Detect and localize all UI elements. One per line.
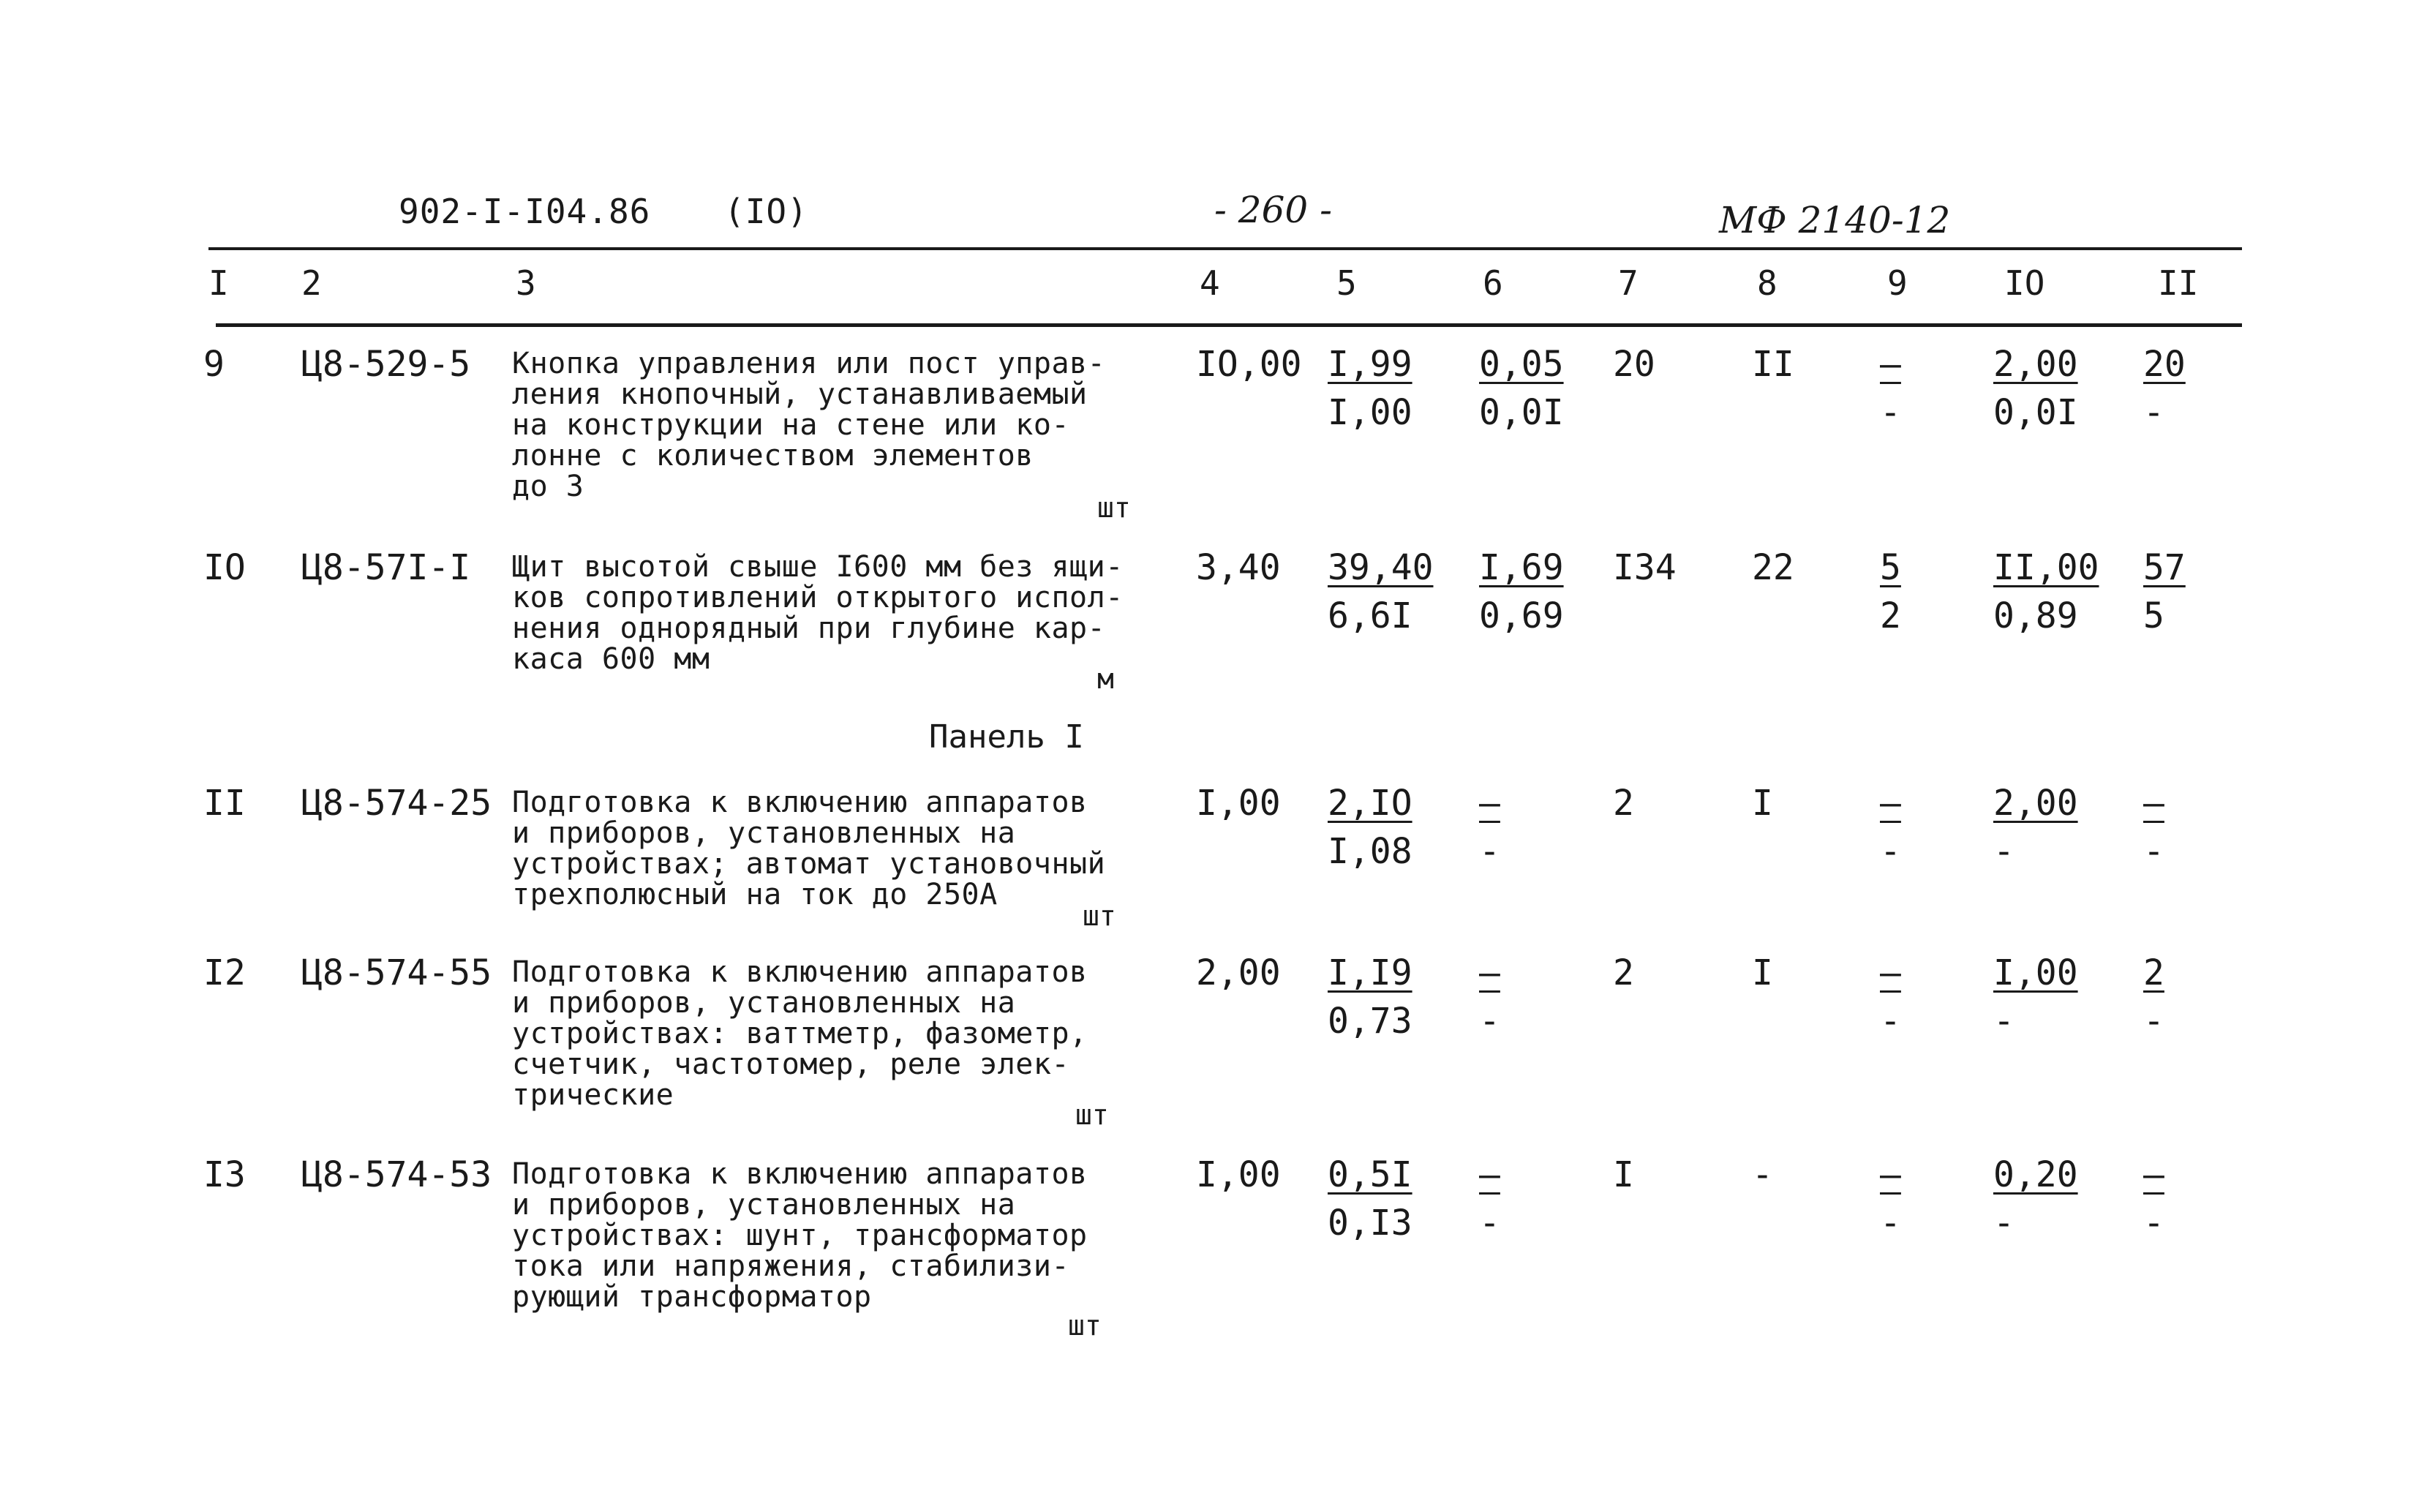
wage-cell-numerator: — (1479, 783, 1500, 824)
column-number: 4 (1200, 263, 1220, 303)
section-number: (IO) (724, 192, 808, 231)
wage-cell-numerator: I,69 (1479, 547, 1564, 588)
row-number: 9 (203, 344, 225, 385)
header-top-rule (208, 247, 2242, 250)
column-11-cell (2143, 952, 2164, 1042)
row-number: IO (203, 547, 246, 588)
column-11-cell (2143, 783, 2164, 872)
unit-cost-cell-numerator: 2,IO (1328, 783, 1412, 824)
column-9-cell-numerator: — (1880, 952, 1901, 993)
column-number: IO (2004, 263, 2045, 303)
wage-cell (1479, 1154, 1500, 1244)
column-9-cell-numerator: — (1880, 1154, 1901, 1195)
row-number: I3 (203, 1154, 246, 1195)
price-code: Ц8-529-5 (301, 344, 471, 385)
wage-cell (1479, 952, 1500, 1042)
price-code: Ц8-574-55 (301, 952, 492, 993)
column-7-cell: I (1613, 1154, 1634, 1195)
measure-unit: шт (1083, 900, 1116, 932)
row-number: I2 (203, 952, 246, 993)
column-9-cell-denominator: - (1880, 392, 1901, 433)
document-code: 902-I-I04.86 (399, 192, 651, 231)
column-9-cell-numerator: — (1880, 783, 1901, 824)
column-9-cell-numerator: 5 (1880, 547, 1901, 588)
measure-unit: шт (1075, 1099, 1109, 1131)
unit-cost-cell-denominator: I,00 (1328, 392, 1412, 433)
column-10-cell-numerator: 2,00 (1993, 783, 2078, 824)
wage-cell (1479, 547, 1564, 636)
column-11-cell-numerator: 20 (2143, 344, 2186, 385)
row-number: II (203, 783, 246, 824)
wage-cell-numerator: — (1479, 952, 1500, 993)
column-11-cell-denominator: - (2143, 831, 2164, 872)
column-11-cell-denominator: - (2143, 1001, 2164, 1042)
column-11-cell-numerator: — (2143, 1154, 2164, 1195)
column-7-cell: 20 (1613, 344, 1655, 385)
unit-cost-cell-numerator: I,I9 (1328, 952, 1412, 993)
column-10-cell-denominator: - (1993, 831, 2014, 872)
column-8-cell: II (1752, 344, 1794, 385)
unit-cost-cell-numerator: 0,5I (1328, 1154, 1412, 1195)
work-description: Подготовка к включению аппаратов и приборов, установленных на устройствах: ваттметр, фазометр, счетчик, частотомер, реле элек- трические (512, 955, 1088, 1112)
work-description: Щит высотой свыше I600 мм без ящи- ков сопротивлений открытого испол- нения однорядный при глубине кар- каса 600 мм (512, 550, 1124, 676)
handwritten-stamp: МФ 2140-12 (1719, 199, 1951, 241)
unit-cost-cell-denominator: 6,6I (1328, 595, 1412, 636)
price-code: Ц8-57I-I (301, 547, 471, 588)
column-number: 8 (1757, 263, 1777, 303)
column-11-cell-numerator: 57 (2143, 547, 2186, 588)
column-8-cell: - (1752, 1154, 1773, 1195)
column-11-cell-numerator: 2 (2143, 952, 2164, 993)
column-10-cell-denominator: - (1993, 1001, 2014, 1042)
column-number: I (208, 263, 229, 303)
wage-cell-numerator: — (1479, 1154, 1500, 1195)
column-11-cell (2143, 547, 2186, 636)
column-10-cell (1993, 344, 2078, 433)
column-8-cell: 22 (1752, 547, 1794, 588)
column-9-cell-denominator: 2 (1880, 595, 1901, 636)
unit-cost-cell (1328, 344, 1412, 433)
quantity-cell: I,00 (1196, 1154, 1281, 1195)
wage-cell-numerator: 0,05 (1479, 344, 1564, 385)
column-9-cell-numerator: — (1880, 344, 1901, 385)
column-number: 3 (516, 263, 536, 303)
column-number: 2 (301, 263, 322, 303)
column-11-cell-numerator: — (2143, 783, 2164, 824)
column-8-cell: I (1752, 952, 1773, 993)
unit-cost-cell (1328, 783, 1412, 872)
column-7-cell: I34 (1613, 547, 1677, 588)
wage-cell-denominator: 0,69 (1479, 595, 1564, 636)
unit-cost-cell (1328, 547, 1434, 636)
column-10-cell-denominator: 0,89 (1993, 595, 2078, 636)
column-10-cell-numerator: 2,00 (1993, 344, 2078, 385)
header-bottom-rule (216, 323, 2242, 327)
price-code: Ц8-574-25 (301, 783, 492, 824)
measure-unit: шт (1068, 1309, 1102, 1342)
unit-cost-cell-denominator: 0,I3 (1328, 1203, 1412, 1244)
column-number: II (2158, 263, 2199, 303)
column-9-cell (1880, 1154, 1901, 1244)
quantity-cell: 3,40 (1196, 547, 1281, 588)
column-9-cell (1880, 952, 1901, 1042)
price-code: Ц8-574-53 (301, 1154, 492, 1195)
column-10-cell-denominator: 0,0I (1993, 392, 2078, 433)
column-9-cell-denominator: - (1880, 831, 1901, 872)
column-11-cell-denominator: 5 (2143, 595, 2164, 636)
wage-cell-denominator: - (1479, 1001, 1500, 1042)
column-10-cell (1993, 952, 2078, 1042)
wage-cell-denominator: - (1479, 831, 1500, 872)
unit-cost-cell-denominator: 0,73 (1328, 1001, 1412, 1042)
panel-label: Панель I (929, 718, 1084, 756)
column-10-cell-numerator: I,00 (1993, 952, 2078, 993)
column-10-cell-numerator: II,00 (1993, 547, 2099, 588)
column-10-cell-denominator: - (1993, 1203, 2014, 1244)
quantity-cell: IO,00 (1196, 344, 1302, 385)
work-description: Кнопка управления или пост управ- ления кнопочный, устанавливаемый на конструкции на стене или ко- лонне с количеством элементов до 3 (512, 347, 1106, 503)
column-7-cell: 2 (1613, 952, 1634, 993)
column-10-cell (1993, 1154, 2078, 1244)
measure-unit: м (1097, 663, 1114, 695)
column-9-cell-denominator: - (1880, 1203, 1901, 1244)
column-11-cell (2143, 1154, 2164, 1244)
wage-cell (1479, 783, 1500, 872)
column-9-cell (1880, 547, 1901, 636)
column-10-cell (1993, 783, 2078, 872)
column-9-cell (1880, 344, 1901, 433)
unit-cost-cell-denominator: I,08 (1328, 831, 1412, 872)
unit-cost-cell-numerator: I,99 (1328, 344, 1412, 385)
wage-cell-denominator: - (1479, 1203, 1500, 1244)
work-description: Подготовка к включению аппаратов и приборов, установленных на устройствах: шунт, трансформатор тока или напряжения, стабилизи- рующий трансформатор (512, 1157, 1088, 1314)
measure-unit: шт (1097, 492, 1131, 524)
unit-cost-cell (1328, 952, 1412, 1042)
column-number: 9 (1887, 263, 1908, 303)
column-11-cell-denominator: - (2143, 392, 2164, 433)
unit-cost-cell (1328, 1154, 1412, 1244)
quantity-cell: I,00 (1196, 783, 1281, 824)
wage-cell (1479, 344, 1564, 433)
column-11-cell (2143, 344, 2186, 433)
unit-cost-cell-numerator: 39,40 (1328, 547, 1434, 588)
column-9-cell (1880, 783, 1901, 872)
column-number: 7 (1618, 263, 1639, 303)
column-9-cell-denominator: - (1880, 1001, 1901, 1042)
quantity-cell: 2,00 (1196, 952, 1281, 993)
wage-cell-denominator: 0,0I (1479, 392, 1564, 433)
column-number: 6 (1483, 263, 1503, 303)
column-10-cell-numerator: 0,20 (1993, 1154, 2078, 1195)
page-number: - 260 - (1214, 189, 1333, 231)
column-8-cell: I (1752, 783, 1773, 824)
column-11-cell-denominator: - (2143, 1203, 2164, 1244)
work-description: Подготовка к включению аппаратов и приборов, установленных на устройствах; автомат установочный трехполюсный на ток до 250А (512, 786, 1106, 911)
column-10-cell (1993, 547, 2099, 636)
column-number: 5 (1336, 263, 1357, 303)
column-7-cell: 2 (1613, 783, 1634, 824)
